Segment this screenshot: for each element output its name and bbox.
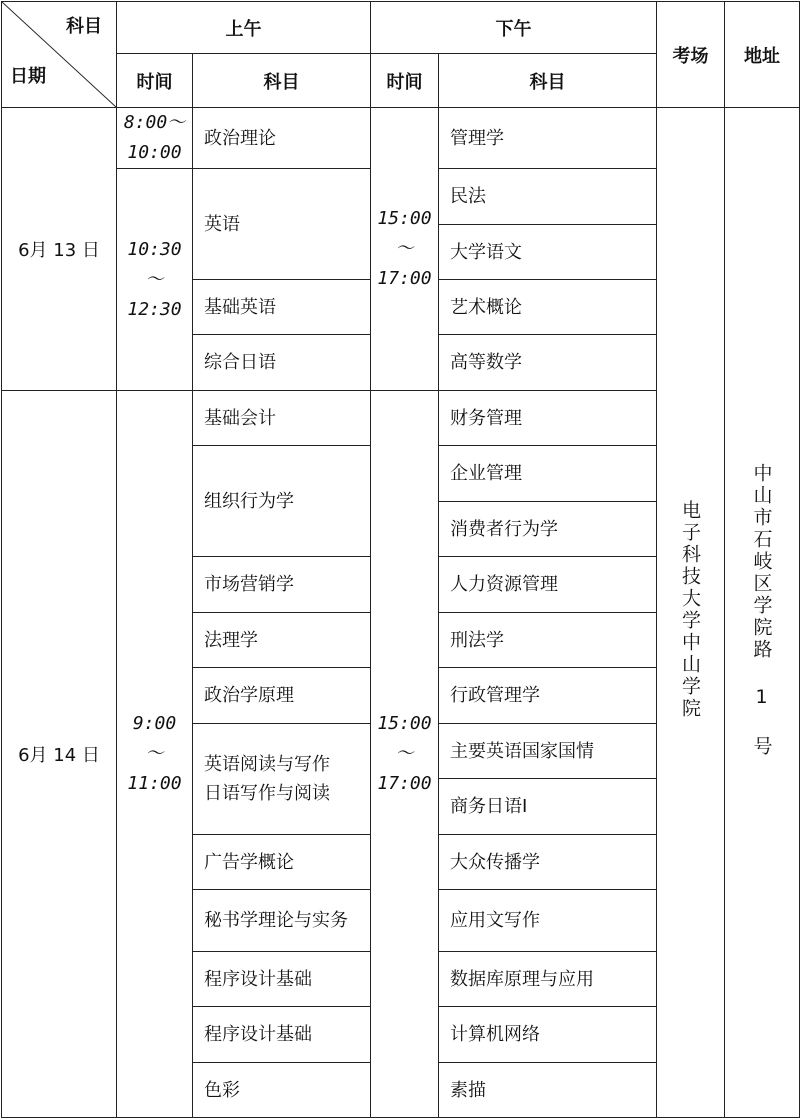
subject-cell: 计算机网络 bbox=[439, 1007, 657, 1063]
subject-cell: 程序设计基础 bbox=[193, 1007, 371, 1063]
venue-cell: 电子科技大学中山学院 bbox=[657, 108, 725, 1118]
exam-schedule-table bbox=[1, 1, 800, 1118]
subject-cell: 基础英语 bbox=[193, 280, 371, 335]
subject-cell: 英语 bbox=[193, 169, 371, 280]
subject-cell: 主要英语国家国情 bbox=[439, 724, 657, 779]
subject-cell: 组织行为学 bbox=[193, 446, 371, 557]
subject-cell: 秘书学理论与实务 bbox=[193, 890, 371, 952]
subject-cell: 政治理论 bbox=[193, 108, 371, 169]
time-cell: 10:30 ～ 12:30 bbox=[117, 169, 193, 391]
diagonal-date-label: 日期 bbox=[10, 66, 46, 87]
subject-cell: 程序设计基础 bbox=[193, 952, 371, 1007]
subject-cell: 广告学概论 bbox=[193, 835, 371, 890]
afternoon-header: 下午 bbox=[371, 2, 657, 54]
subject-cell: 素描 bbox=[439, 1063, 657, 1118]
subject-cell: 高等数学 bbox=[439, 335, 657, 391]
venue-header: 考场 bbox=[657, 2, 725, 108]
subject-cell: 财务管理 bbox=[439, 391, 657, 446]
subject-cell: 市场营销学 bbox=[193, 557, 371, 613]
subject-cell: 人力资源管理 bbox=[439, 557, 657, 613]
diagonal-subject-label: 科目 bbox=[66, 16, 102, 37]
morning-subject-header: 科目 bbox=[193, 54, 371, 108]
subject-cell: 基础会计 bbox=[193, 391, 371, 446]
subject-cell: 综合日语 bbox=[193, 335, 371, 391]
subject-cell: 大众传播学 bbox=[439, 835, 657, 890]
subject-cell: 艺术概论 bbox=[439, 280, 657, 335]
subject-cell: 消费者行为学 bbox=[439, 502, 657, 557]
subject-cell: 政治学原理 bbox=[193, 668, 371, 724]
afternoon-time-header: 时间 bbox=[371, 54, 439, 108]
subject-cell: 应用文写作 bbox=[439, 890, 657, 952]
subject-cell: 法理学 bbox=[193, 613, 371, 668]
date-cell-june-14: 6月 14 日 bbox=[2, 391, 117, 1118]
morning-header: 上午 bbox=[117, 2, 371, 54]
diagonal-header-cell bbox=[2, 2, 117, 108]
afternoon-subject-header: 科目 bbox=[439, 54, 657, 108]
date-cell-june-13: 6月 13 日 bbox=[2, 108, 117, 391]
subject-cell: 大学语文 bbox=[439, 225, 657, 280]
subject-cell-two-line: 英语阅读与写作 日语写作与阅读 bbox=[193, 724, 371, 835]
time-cell: 15:00 ～ 17:00 bbox=[371, 391, 439, 1118]
subject-cell: 管理学 bbox=[439, 108, 657, 169]
subject-cell: 商务日语Ⅰ bbox=[439, 779, 657, 835]
morning-time-header: 时间 bbox=[117, 54, 193, 108]
subject-cell: 行政管理学 bbox=[439, 668, 657, 724]
subject-cell: 民法 bbox=[439, 169, 657, 225]
time-cell: 15:00 ～ 17:00 bbox=[371, 108, 439, 391]
address-cell: 中山市石岐区学院路 1 号 bbox=[725, 108, 800, 1118]
subject-cell: 企业管理 bbox=[439, 446, 657, 502]
subject-cell: 数据库原理与应用 bbox=[439, 952, 657, 1007]
subject-cell: 刑法学 bbox=[439, 613, 657, 668]
subject-cell: 色彩 bbox=[193, 1063, 371, 1118]
time-cell: 9:00 ～ 11:00 bbox=[117, 391, 193, 1118]
time-cell: 8:00～ 10:00 bbox=[117, 108, 193, 169]
address-header: 地址 bbox=[725, 2, 800, 108]
